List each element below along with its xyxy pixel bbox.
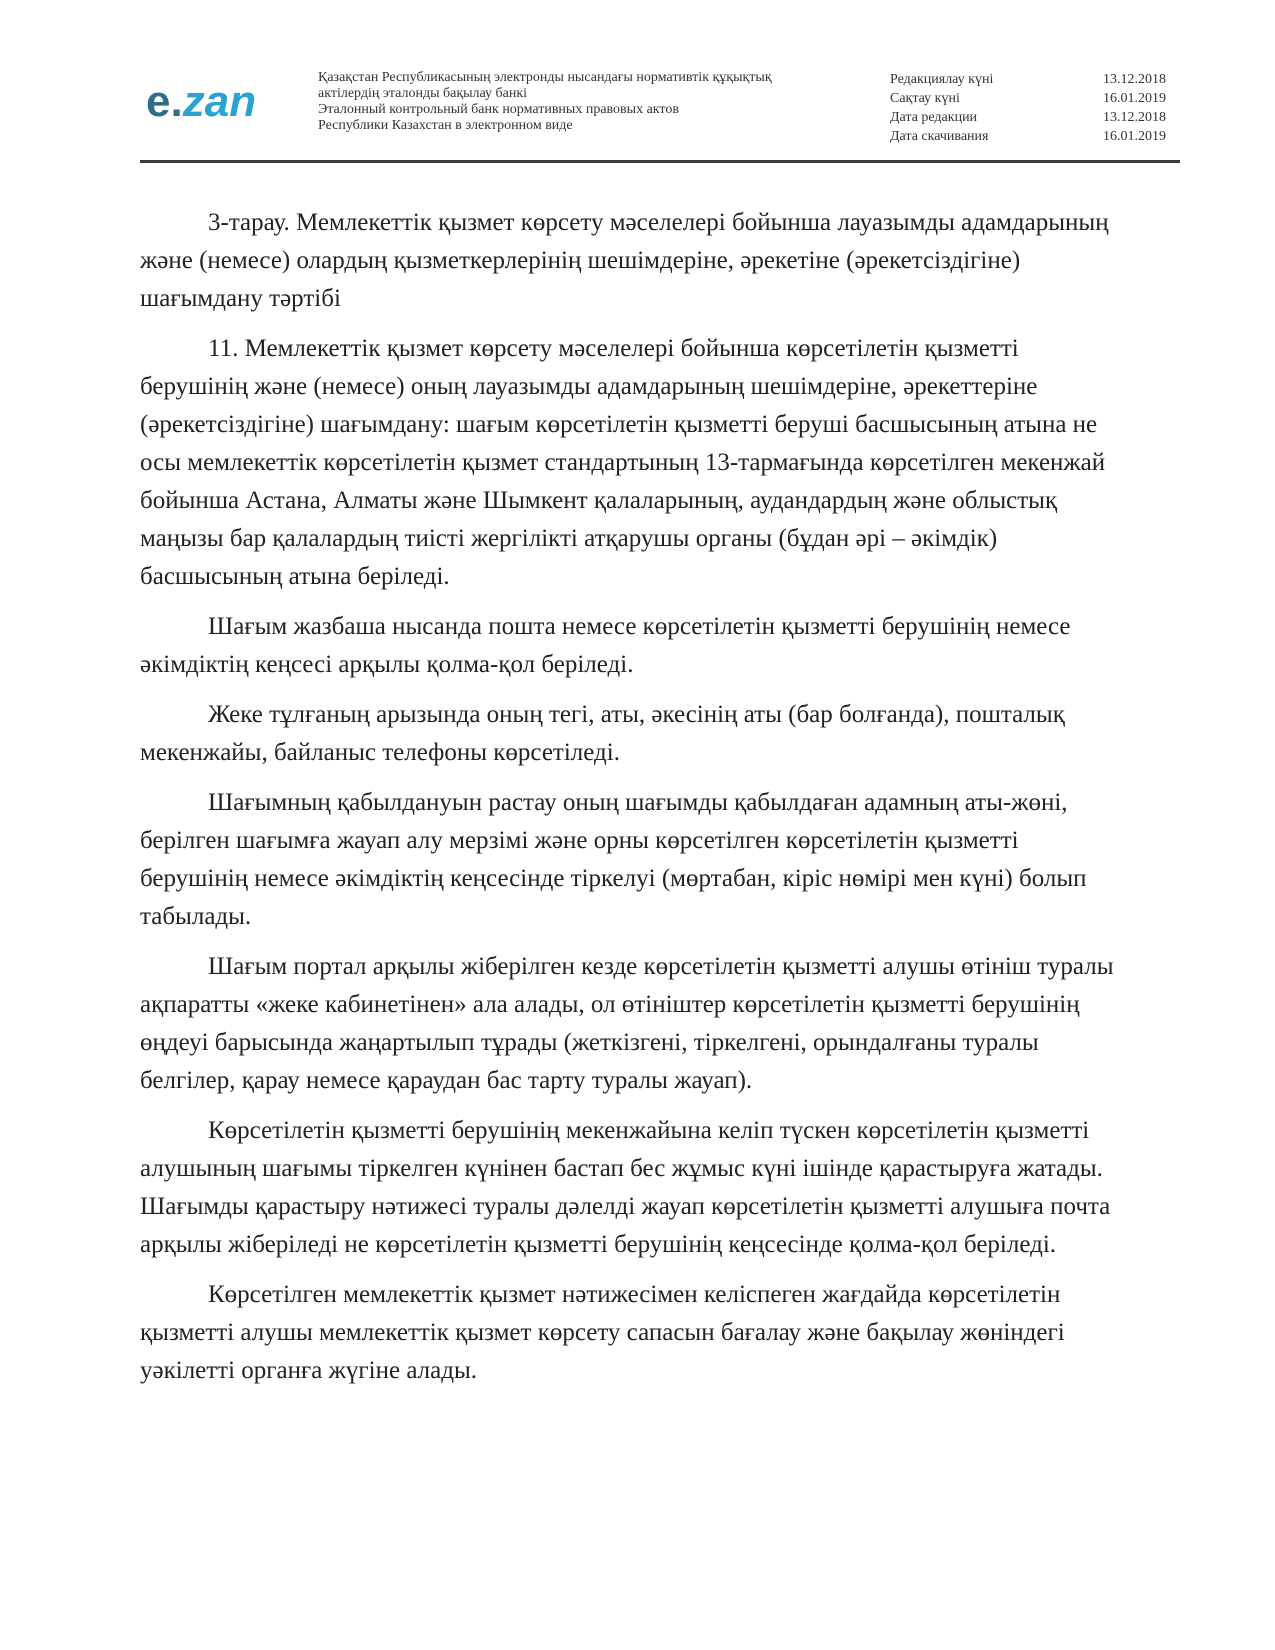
body-paragraph: Жеке тұлғаның арызында оның тегі, аты, әкесінің аты (бар болғанда), пошталық мекенжайы, байланыс телефоны көрсетіледі. xyxy=(140,701,1065,766)
meta-value: 16.01.2019 xyxy=(1103,91,1166,106)
logo-dot: . xyxy=(170,77,183,126)
header-title-line: актілердің эталонды бақылау банкі xyxy=(318,86,528,101)
header-titles xyxy=(318,70,858,134)
body-paragraph: 11. Мемлекеттік қызмет көрсету мәселелері бойынша көрсетілетін қызметті берушінің және (немесе) оның лауазымды адамдарының шешімдеріне, әрекеттеріне (әрекетсіздігіне) шағымдану: шағым көрсетілетін қызметті беруші басшысының атына не осы мемлекеттік көрсетілетін қызмет стандартының 13-тармағында көрсетілген мекенжай бойынша Астана, Алматы және Шымкент қалаларының, аудандардың және облыстық маңызы бар қалалардың тиісті жергілікті атқарушы органы (бұдан әрі – әкімдік) басшысының атына беріледі. xyxy=(140,335,1106,590)
meta-label: Дата редакции xyxy=(890,110,978,125)
logo-e: e xyxy=(146,77,171,126)
meta-value: 16.01.2019 xyxy=(1103,129,1166,144)
meta-label: Дата скачивания xyxy=(890,129,989,144)
chapter-heading: 3-тарау. Мемлекеттік қызмет көрсету мәселелері бойынша лауазымды адамдарының және (немесе) олардың қызметкерлерінің шешімдеріне, әрекетіне (әрекетсіздігіне) шағымдану тәртібі xyxy=(140,209,1109,312)
body-paragraph: Көрсетілген мемлекеттік қызмет нәтижесімен келіспеген жағдайда көрсетілетін қызметті алушы мемлекеттік қызмет көрсету сапасын бағалау және бақылау жөніндегі уәкілетті органға жүгіне алады. xyxy=(140,1281,1065,1384)
header-meta xyxy=(890,70,1180,146)
header-title-line: Республики Казахстан в электронном виде xyxy=(318,118,573,133)
body-paragraph: Көрсетілетін қызметті берушінің мекенжайына келіп түскен көрсетілетін қызметті алушының шағымы тіркелген күнінен бастап бес жұмыс күні ішінде қарастыруға жатады. Шағымды қарастыру нәтижесі туралы дәлелді жауап көрсетілетін қызметті алушыға почта арқылы жіберіледі не көрсетілетін қызметті берушінің кеңсесінде қолма-қол беріледі. xyxy=(140,1117,1111,1258)
meta-row-edit-date-kz xyxy=(890,70,1180,89)
meta-row-download-date-ru xyxy=(890,127,1180,146)
meta-value: 13.12.2018 xyxy=(1103,110,1166,125)
meta-value: 13.12.2018 xyxy=(1103,72,1166,87)
meta-row-edit-date-ru xyxy=(890,108,1180,127)
ezan-logo xyxy=(146,78,256,126)
meta-label: Сақтау күні xyxy=(890,91,960,106)
body-paragraph: Шағымның қабылдануын растау оның шағымды қабылдаған адамның аты-жөні, берілген шағымға жауап алу мерзімі және орны көрсетілген көрсетілетін қызметті берушінің немесе әкімдіктің кеңсесінде тіркелуі (мөртабан, кіріс нөмірі мен күні) болып табылады. xyxy=(140,789,1087,930)
header-title-line: Қазақстан Республикасының электронды нысандағы нормативтік құқықтық xyxy=(318,70,772,85)
logo-zan: zan xyxy=(182,77,257,126)
header-title-line: Эталонный контрольный банк нормативных правовых актов xyxy=(318,102,679,117)
body-paragraph: Шағым жазбаша нысанда пошта немесе көрсетілетін қызметті берушінің немесе әкімдіктің кеңсесі арқылы қолма-қол беріледі. xyxy=(140,613,1071,678)
document-body xyxy=(140,204,1130,1402)
body-paragraph: Шағым портал арқылы жіберілген кезде көрсетілетін қызметті алушы өтініш туралы ақпаратты «жеке кабинетінен» ала алады, ол өтініштер көрсетілетін қызметті берушінің өңдеуі барысында жаңартылып тұрады (жеткізгені, тіркелгені, орындалғаны туралы белгілер, қарау немесе қараудан бас тарту туралы жауап). xyxy=(140,953,1114,1094)
meta-row-save-date-kz xyxy=(890,89,1180,108)
page-header xyxy=(140,64,1180,163)
meta-label: Редакциялау күні xyxy=(890,72,994,87)
